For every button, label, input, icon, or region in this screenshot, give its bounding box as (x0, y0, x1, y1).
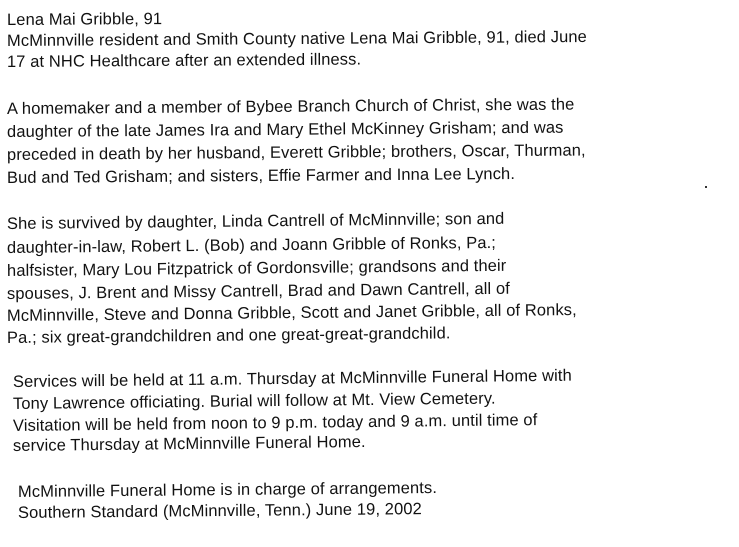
paragraph-line: preceded in death by her husband, Everett Gribble; brothers, Oscar, Thurman, (6, 141, 586, 164)
paragraph-line: service Thursday at McMinnville Funeral Home. (12, 432, 366, 455)
paragraph-line: A homemaker and a member of Bybee Branch Church of Christ, she was the (6, 95, 575, 118)
scan-speck (705, 186, 707, 188)
paragraph-line: Bud and Ted Grisham; and sisters, Effie Farmer and Inna Lee Lynch. (6, 165, 516, 187)
paragraph-line: 17 at NHC Healthcare after an extended illness. (6, 50, 362, 71)
paragraph-line: Southern Standard (McMinnville, Tenn.) June 19, 2002 (17, 500, 422, 522)
obituary-heading: Lena Mai Gribble, 91 (6, 10, 163, 29)
paragraph-line: Pa.; six great-grandchildren and one great-great-grandchild. (6, 324, 451, 347)
paragraph-line: halfsister, Mary Lou Fitzpatrick of Gordonsville; grandsons and their (6, 256, 507, 280)
paragraph-line: Tony Lawrence officiating. Burial will follow at Mt. View Cemetery. (12, 389, 496, 413)
paragraph-line: spouses, J. Brent and Missy Cantrell, Brad and Dawn Cantrell, all of (6, 279, 511, 303)
paragraph-line: McMinnville, Steve and Donna Gribble, Scott and Janet Gribble, all of Ronks, (6, 301, 577, 325)
paragraph-line: Services will be held at 11 a.m. Thursday at McMinnville Funeral Home with (12, 366, 572, 391)
paragraph-line: She is survived by daughter, Linda Cantrell of McMinnville; son and (6, 209, 505, 233)
paragraph-line: daughter-in-law, Robert L. (Bob) and Joann Gribble of Ronks, Pa.; (6, 233, 497, 257)
paragraph-line: daughter of the late James Ira and Mary Ethel McKinney Grisham; and was (6, 118, 564, 141)
paragraph-line: McMinnville Funeral Home is in charge of arrangements. (17, 478, 438, 501)
paragraph-line: Visitation will be held from noon to 9 p.m. today and 9 a.m. until time of (12, 411, 538, 435)
paragraph-line: McMinnville resident and Smith County native Lena Mai Gribble, 91, died June (6, 27, 587, 50)
